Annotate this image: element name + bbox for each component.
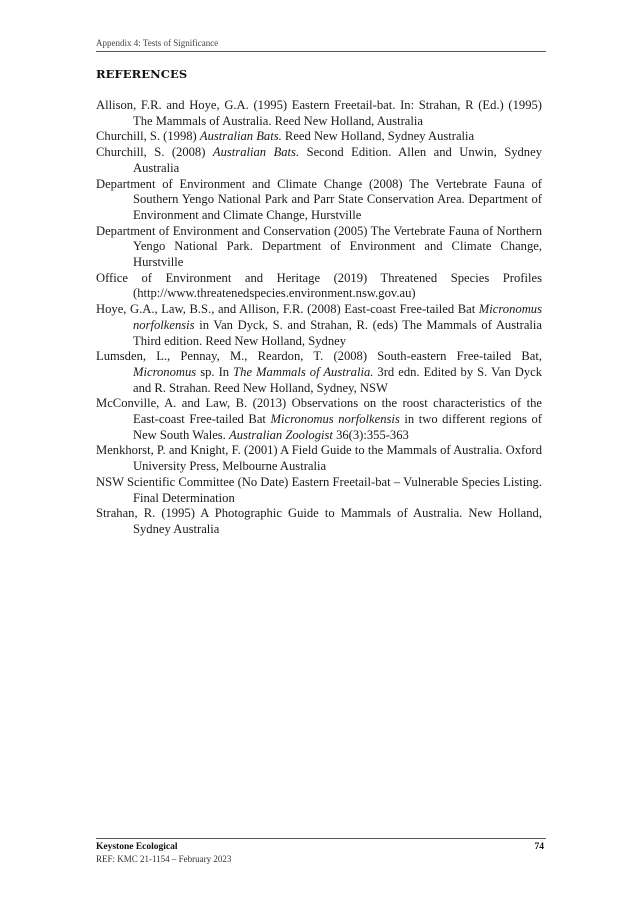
reference-item	[96, 145, 542, 176]
reference-italic-text: Australian Bats.	[212, 145, 300, 160]
reference-text: Strahan, R. (1995) A Photographic Guide to Mammals of Australia. New Holland, Sydney Australia	[96, 506, 542, 536]
reference-text: Department of Environment and Conservation (2005) The Vertebrate Fauna of Northern Yengo National Park. Department of Environment and Climate Change, Hurstville	[96, 223, 542, 270]
reference-text: 3rd edn. Edited by S. Van Dyck and R. Strahan. Reed New Holland, Sydney, NSW	[133, 364, 542, 395]
reference-item	[96, 475, 542, 506]
reference-text: in two different regions of New South Wales.	[133, 412, 542, 442]
reference-text: Department of Environment and Climate Change (2008) The Vertebrate Fauna of Southern Yengo National Park and Parr State Conservation Area. Department of Environment and Climate Change, Hurstville	[96, 176, 542, 222]
reference-italic-text: The Mammals of Australia.	[233, 364, 374, 379]
reference-list	[96, 98, 542, 538]
reference-text: Hoye, G.A., Law, B.S., and Allison, F.R. (2008) East-coast Free-tailed Bat	[96, 302, 479, 317]
header-divider	[96, 51, 546, 52]
reference-item	[96, 129, 542, 145]
reference-italic-text: Micronomus norfolkensis	[133, 302, 542, 332]
reference-item	[96, 302, 542, 349]
running-header: Appendix 4: Tests of Significance	[96, 38, 219, 48]
reference-text: 36(3):355-363	[332, 427, 409, 442]
reference-italic-text: Micronomus	[133, 364, 197, 379]
reference-item	[96, 396, 542, 443]
footer-divider	[96, 838, 546, 839]
reference-text: Menkhorst, P. and Knight, F. (2001) A Field Guide to the Mammals of Australia. Oxford University Press, Melbourne Australia	[96, 443, 542, 474]
reference-italic-text: Australian Bats.	[199, 129, 282, 144]
reference-text: Allison, F.R. and Hoye, G.A. (1995) Eastern Freetail-bat. In: Strahan, R (Ed.) (1995) The Mammals of Australia. Reed New Holland, Australia	[96, 98, 542, 128]
reference-italic-text: Micronomus norfolkensis	[270, 412, 400, 427]
footer-organization: Keystone Ecological	[96, 842, 178, 852]
reference-item	[96, 271, 542, 302]
reference-text: NSW Scientific Committee (No Date) Eastern Freetail-bat – Vulnerable Species Listing. Final Determination	[96, 474, 542, 505]
reference-item	[96, 443, 542, 474]
reference-text: Second Edition. Allen and Unwin, Sydney Australia	[133, 145, 542, 175]
reference-text: Office of Environment and Heritage (2019) Threatened Species Profiles (http://www.threatenedspecies.environment.nsw.gov.au)	[96, 270, 542, 301]
reference-item	[96, 506, 542, 537]
reference-item	[96, 98, 542, 129]
reference-text: McConville, A. and Law, B. (2013) Observations on the roost characteristics of the East-coast Free-tailed Bat	[96, 396, 542, 427]
reference-item	[96, 177, 542, 224]
reference-item	[96, 224, 542, 271]
section-heading: REFERENCES	[96, 67, 188, 81]
reference-text: in Van Dyck, S. and Strahan, R. (eds) The Mammals of Australia Third edition. Reed New Holland, Sydney	[133, 317, 542, 348]
reference-item	[96, 349, 542, 396]
reference-text: Lumsden, L., Pennay, M., Reardon, T. (2008) South-eastern Free-tailed Bat,	[96, 349, 542, 364]
footer-report-reference: REF: KMC 21-1154 – February 2023	[96, 854, 232, 864]
reference-text: Reed New Holland, Sydney Australia	[281, 129, 475, 144]
reference-italic-text: Australian Zoologist	[229, 427, 333, 442]
reference-text: Churchill, S. (2008)	[96, 145, 213, 160]
page-number: 74	[534, 842, 544, 852]
reference-text: sp. In	[196, 364, 234, 379]
reference-text: Churchill, S. (1998)	[96, 129, 200, 144]
